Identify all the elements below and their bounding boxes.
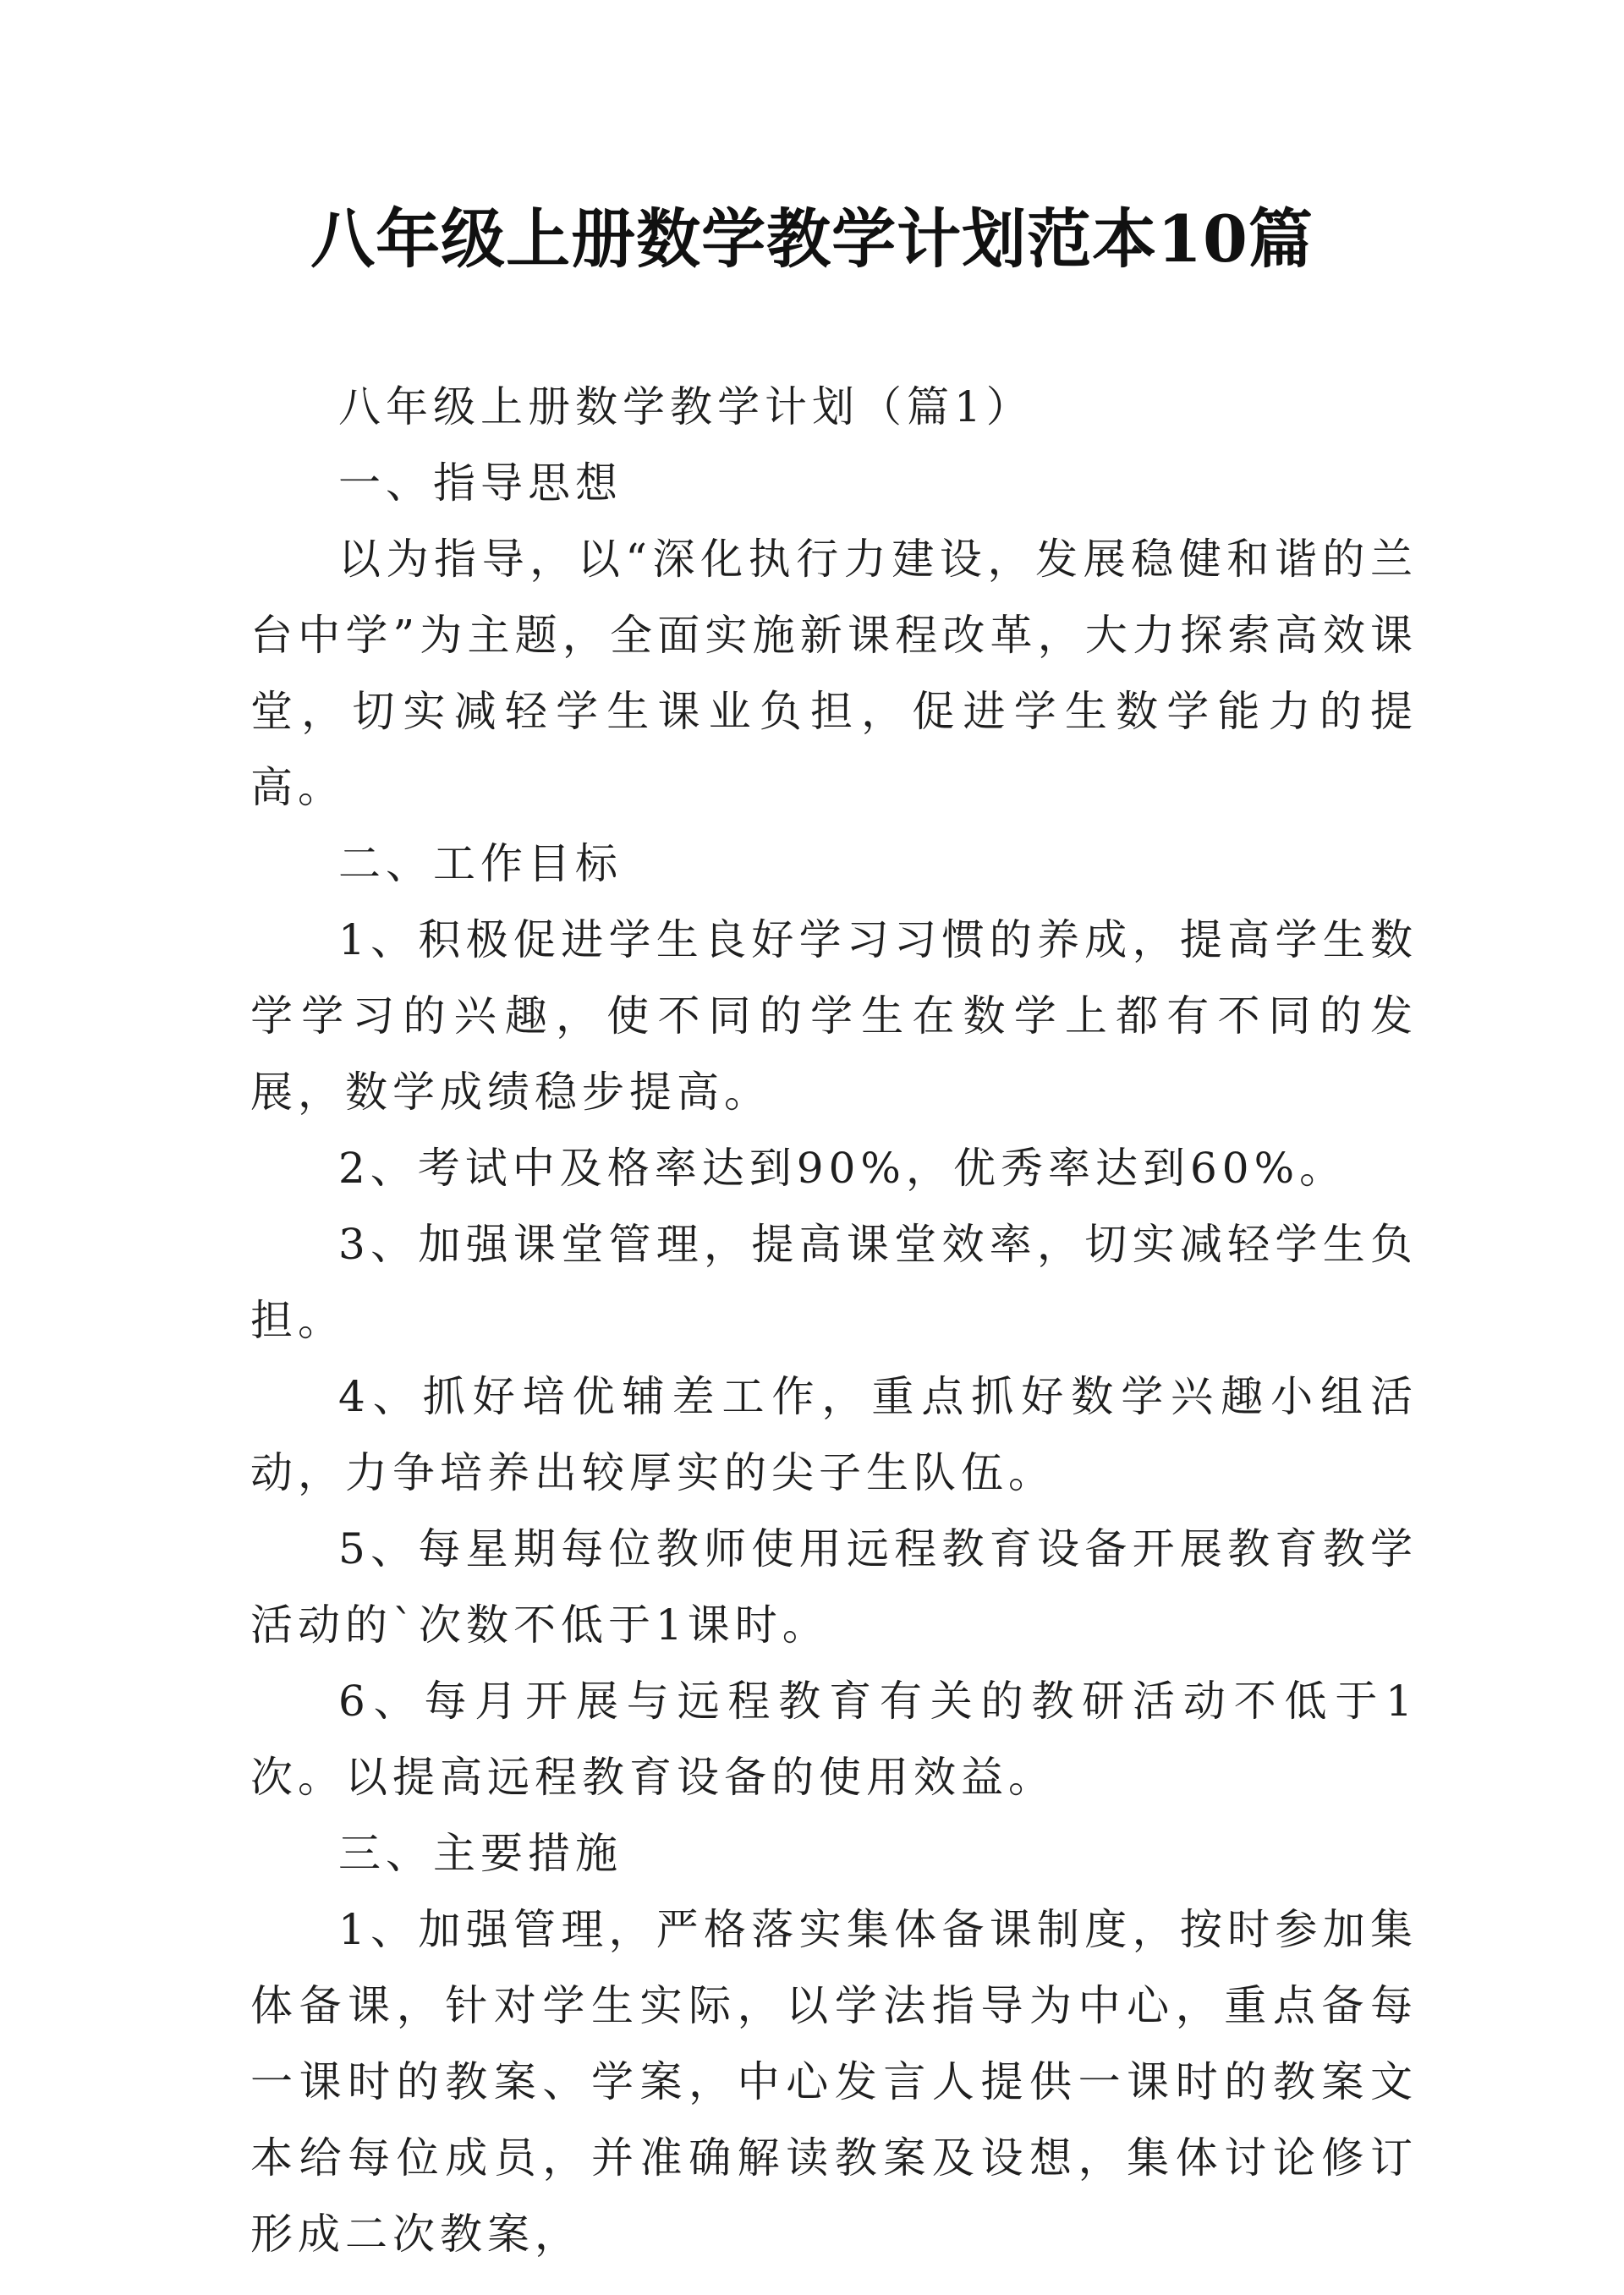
document-body bbox=[250, 369, 1418, 2272]
measure-item-1: 1、加强管理，严格落实集体备课制度，按时参加集体备课，针对学生实际，以学法指导为中心，重点备每一课时的教案、学案，中心发言人提供一课时的教案文本给每位成员，并准确解读教案及设想，集体讨论修订形成二次教案， bbox=[250, 1905, 1418, 2259]
heading-work-goals: 二、工作目标 bbox=[338, 839, 623, 888]
goal-item-4: 4、抓好培优辅差工作，重点抓好数学兴趣小组活动，力争培养出较厚实的尖子生队伍。 bbox=[250, 1372, 1418, 1497]
goal-item-1: 1、积极促进学生良好学习习惯的养成，提高学生数学学习的兴趣，使不同的学生在数学上都有不同的发展，数学成绩稳步提高。 bbox=[250, 915, 1418, 1117]
document-title: 八年级上册数学教学计划范本10篇 bbox=[310, 201, 1314, 277]
goal-item-3: 3、加强课堂管理，提高课堂效率，切实减轻学生负担。 bbox=[250, 1220, 1418, 1345]
heading-main-measures: 三、主要措施 bbox=[338, 1829, 623, 1878]
section-heading-article-1: 八年级上册数学教学计划（篇1） bbox=[338, 382, 1034, 431]
goal-item-2: 2、考试中及格率达到90%，优秀率达到60%。 bbox=[338, 1144, 1347, 1193]
paragraph-guiding-ideology: 以为指导，以“深化执行力建设，发展稳健和谐的兰台中学”为主题，全面实施新课程改革，大力探索高效课堂，切实减轻学生课业负担，促进学生数学能力的提高。 bbox=[250, 535, 1418, 812]
heading-guiding-ideology: 一、指导思想 bbox=[338, 458, 623, 508]
goal-item-5: 5、每星期每位教师使用远程教育设备开展教育教学活动的`次数不低于1课时。 bbox=[250, 1524, 1418, 1650]
goal-item-6: 6、每月开展与远程教育有关的教研活动不低于1次。以提高远程教育设备的使用效益。 bbox=[250, 1677, 1418, 1802]
